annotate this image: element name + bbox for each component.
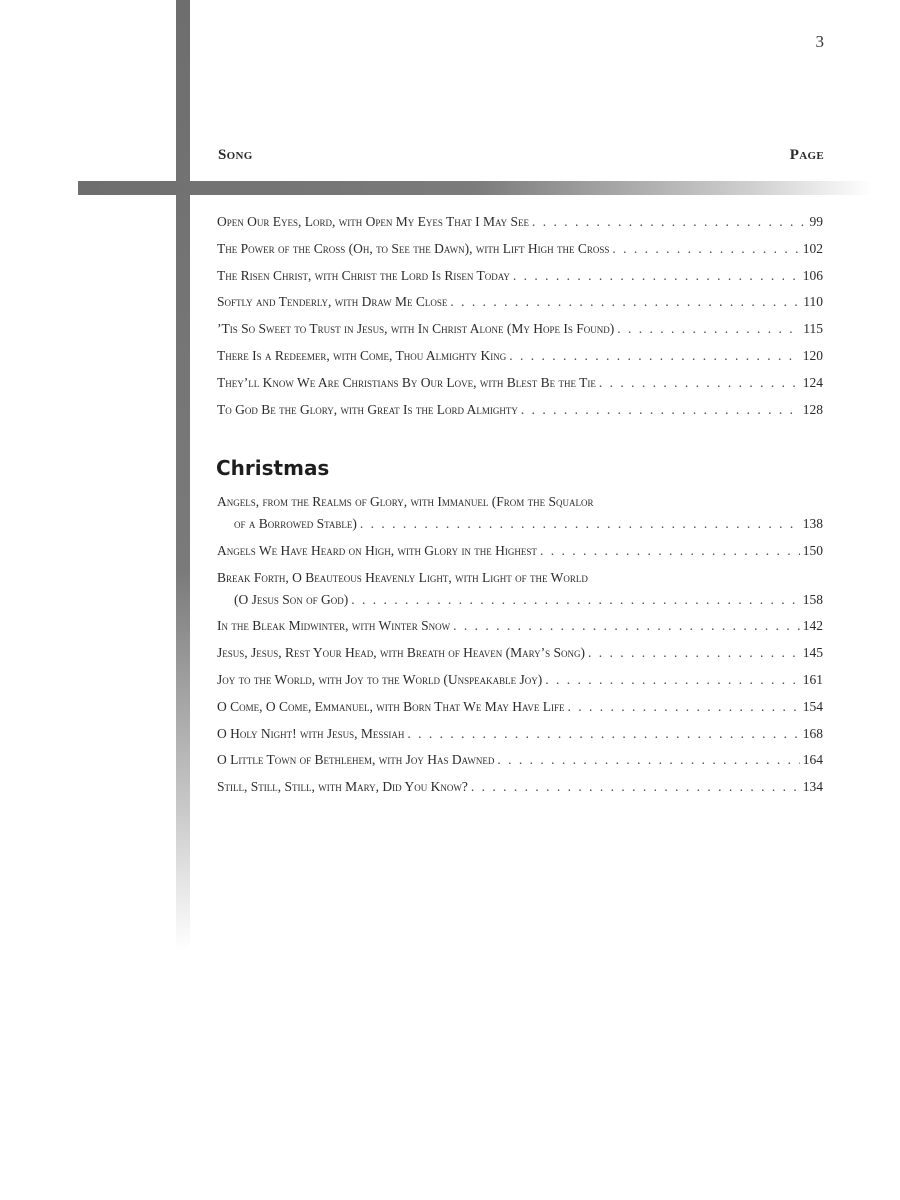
toc-entry [217, 374, 823, 391]
entry-title: Jesus, Jesus, Rest Your Head, with Breath of Heaven (Mary’s Song) [217, 645, 585, 661]
entry-title: Joy to the World, with Joy to the World (Unspeakable Joy) [217, 671, 543, 687]
entry-page: 120 [802, 347, 823, 363]
toc-entry [217, 267, 823, 284]
toc-list [217, 213, 823, 427]
entry-title: O Come, O Come, Emmanuel, with Born That We May Have Life [217, 698, 565, 714]
entry-page: 106 [802, 267, 823, 283]
entry-title-line1: Break Forth, O Beauteous Heavenly Light, with Light of the World [217, 569, 588, 585]
entry-page: 99 [809, 214, 823, 229]
decorative-cross-vertical-bar [176, 0, 190, 950]
entry-title: They’ll Know We Are Christians By Our Love, with Blest Be the Tie [217, 374, 596, 390]
entry-title: O Holy Night! with Jesus, Messiah [217, 725, 405, 741]
dot-leader [513, 267, 800, 284]
dot-leader [351, 591, 799, 608]
dot-leader [407, 725, 799, 742]
entry-page: 145 [802, 645, 823, 661]
dot-leader [588, 644, 800, 661]
entry-page: 134 [802, 779, 823, 795]
dot-leader [599, 374, 800, 391]
toc-entry [217, 698, 823, 715]
entry-title: Open Our Eyes, Lord, with Open My Eyes That I May See [217, 214, 530, 229]
section-heading-christmas: Christmas [216, 456, 330, 480]
dot-leader [509, 347, 800, 364]
toc-entry [217, 617, 823, 634]
dot-leader [545, 671, 799, 688]
entry-title: Still, Still, Still, with Mary, Did You Know? [217, 779, 468, 795]
dot-leader [617, 320, 800, 337]
dot-leader [540, 542, 800, 559]
entry-page: 150 [802, 542, 823, 558]
toc-entry [217, 493, 823, 532]
toc-entry [217, 751, 823, 768]
entry-title: To God Be the Glory, with Great Is the Lord Almighty [217, 401, 518, 417]
toc-entry [217, 671, 823, 688]
entry-title: ’Tis So Sweet to Trust in Jesus, with In Christ Alone (My Hope Is Found) [217, 321, 615, 337]
dot-leader [471, 778, 800, 795]
toc-entry [217, 401, 823, 418]
dot-leader [497, 751, 799, 768]
toc-entry [217, 213, 823, 230]
entry-title-line2: (O Jesus Son of God) [234, 591, 349, 607]
toc-entry [217, 240, 823, 257]
entry-page: 158 [802, 591, 823, 607]
entry-page: 142 [802, 618, 823, 634]
toc-entry [217, 542, 823, 559]
entry-page: 128 [802, 401, 823, 417]
dot-leader [612, 240, 799, 257]
toc-entry [217, 725, 823, 742]
entry-title: O Little Town of Bethlehem, with Joy Has Dawned [217, 752, 495, 768]
entry-page: 161 [802, 671, 823, 687]
dot-leader [360, 515, 800, 532]
entry-page: 138 [802, 516, 823, 531]
dot-leader [453, 617, 800, 634]
dot-leader [450, 293, 800, 310]
entry-title: The Risen Christ, with Christ the Lord Is Risen Today [217, 267, 510, 283]
entry-title-line2: of a Borrowed Stable) [234, 516, 357, 531]
dot-leader [532, 213, 806, 230]
entry-title: The Power of the Cross (Oh, to See the Dawn), with Lift High the Cross [217, 240, 610, 256]
entry-page: 164 [802, 752, 823, 768]
toc-entry [217, 644, 823, 661]
entry-page: 124 [802, 374, 823, 390]
toc-entry [217, 320, 823, 337]
entry-title-line1: Angels, from the Realms of Glory, with Immanuel (From the Squalor [217, 494, 594, 509]
toc-entry [217, 569, 823, 608]
entry-page: 110 [803, 294, 823, 310]
entry-page: 154 [802, 698, 823, 714]
christmas-toc-list [217, 493, 823, 805]
page-number: 3 [815, 32, 824, 51]
entry-page: 168 [802, 725, 823, 741]
entry-title: Angels We Have Heard on High, with Glory in the Highest [217, 542, 537, 558]
toc-entry [217, 778, 823, 795]
column-header-song: Song [218, 147, 253, 163]
dot-leader [568, 698, 800, 715]
decorative-cross-horizontal-bar [78, 181, 873, 195]
column-header-page: Page [789, 147, 824, 163]
entry-title: There Is a Redeemer, with Come, Thou Almighty King [217, 347, 507, 363]
entry-title: In the Bleak Midwinter, with Winter Snow [217, 618, 451, 634]
entry-page: 102 [802, 240, 823, 256]
entry-page: 115 [803, 321, 823, 337]
entry-title: Softly and Tenderly, with Draw Me Close [217, 294, 448, 310]
dot-leader [521, 401, 800, 418]
toc-entry [217, 347, 823, 364]
toc-entry [217, 293, 823, 310]
